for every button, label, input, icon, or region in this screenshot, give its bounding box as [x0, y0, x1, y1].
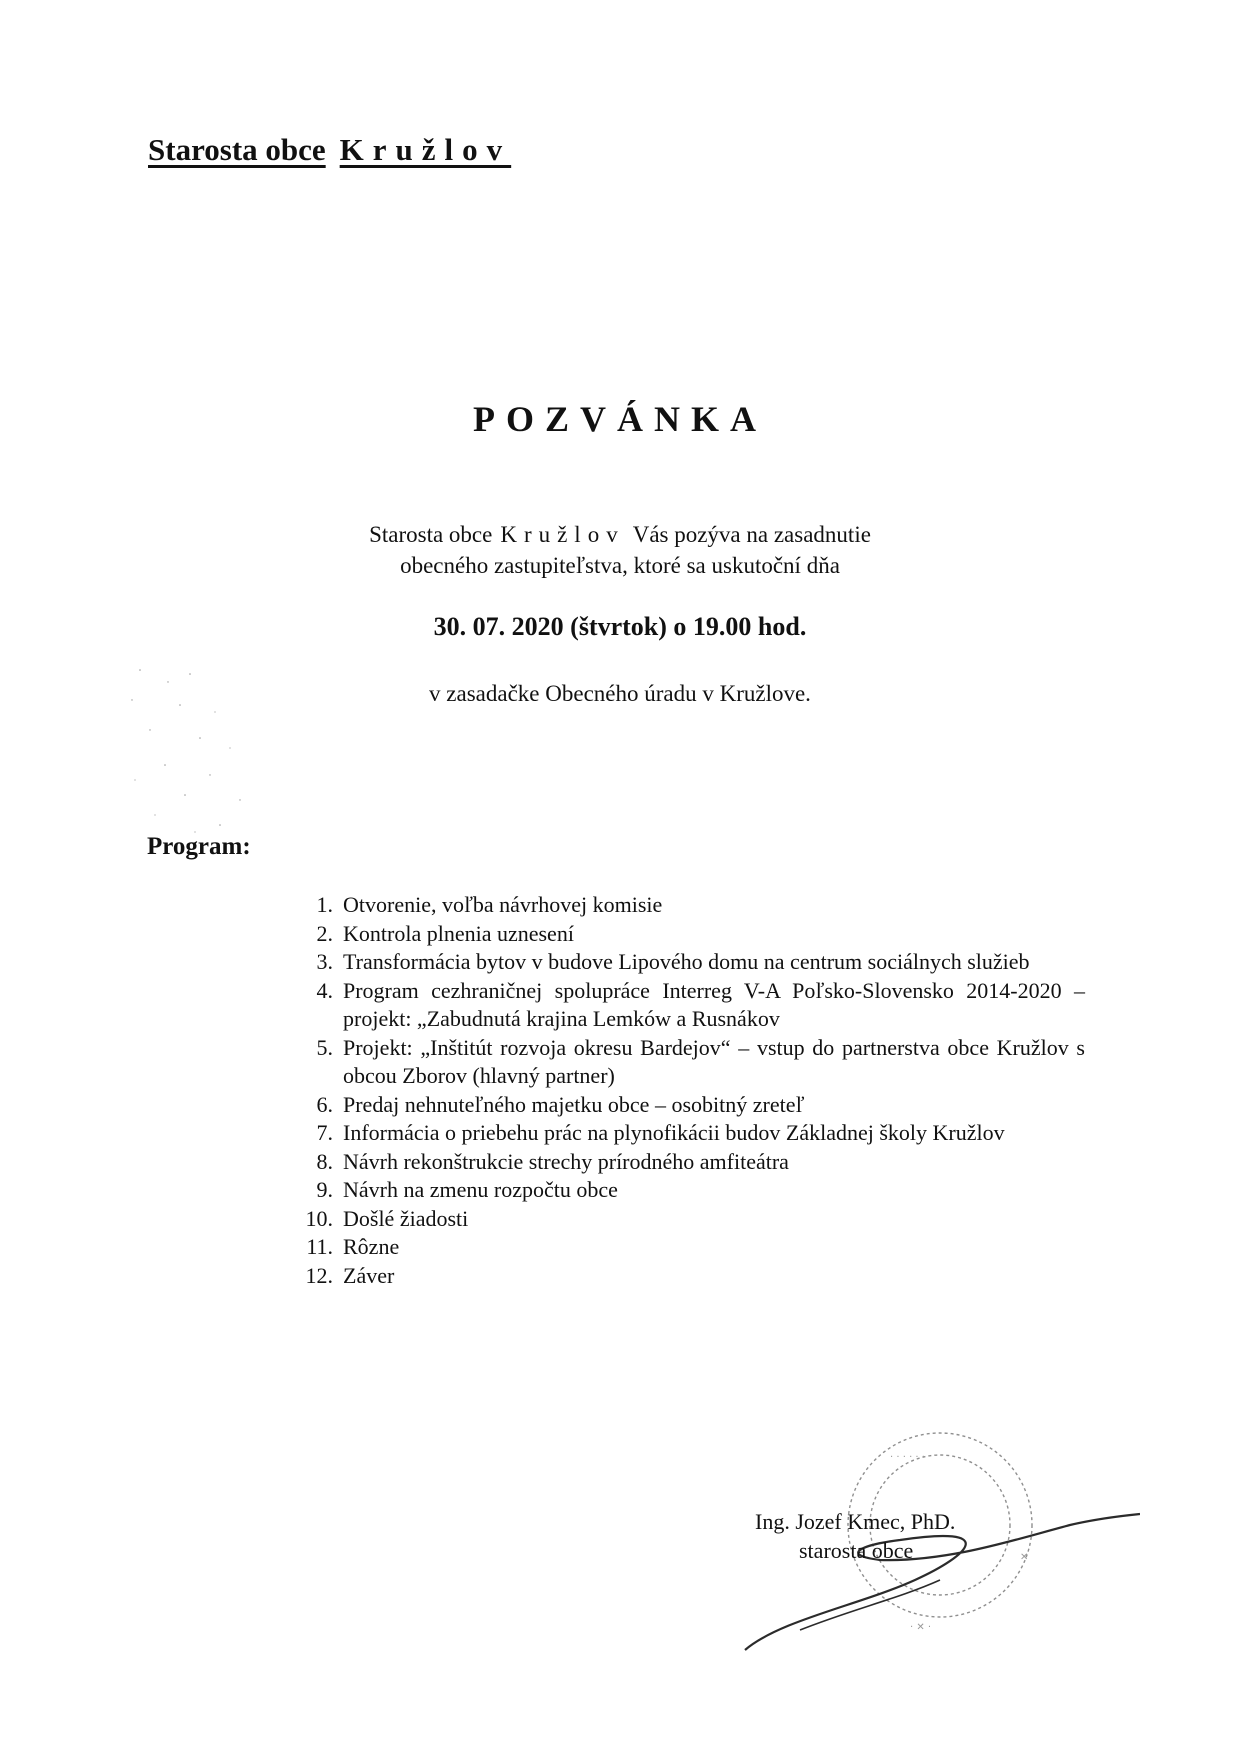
- agenda-item-text: Došlé žiadosti: [343, 1205, 469, 1231]
- svg-text:· · · · · ·: · · · · · ·: [890, 1452, 925, 1463]
- agenda-item: [285, 1148, 1085, 1177]
- agenda-item-number: 10.: [305, 1205, 333, 1231]
- agenda-item: [285, 1205, 1085, 1234]
- agenda-item: [285, 1262, 1085, 1291]
- agenda-item: [285, 977, 1085, 1034]
- program-label: Program:: [147, 833, 251, 860]
- agenda-item-number: 4.: [316, 977, 333, 1003]
- agenda-item: [285, 891, 1085, 920]
- agenda-item-text: Záver: [343, 1262, 395, 1288]
- agenda-item-text: Návrh na zmenu rozpočtu obce: [343, 1177, 618, 1202]
- agenda-item: [285, 1233, 1085, 1262]
- agenda-item-text: Návrh rekonštrukcie strechy prírodného amfiteátra: [343, 1148, 789, 1174]
- agenda-item-number: 9.: [316, 1177, 333, 1202]
- agenda-item: [285, 948, 1085, 977]
- signatory-role: starosta obce: [799, 1538, 914, 1563]
- intro-line-2: obecného zastupiteľstva, ktoré sa uskutoční dňa: [400, 553, 840, 578]
- agenda-item-number: 2.: [316, 920, 333, 946]
- header-village: Kružlov: [339, 132, 512, 167]
- agenda-item-text: Transformácia bytov v budove Lipového domu na centrum sociálnych služieb: [343, 949, 1030, 974]
- signatory-name: Ing. Jozef Kmec, PhD.: [755, 1509, 956, 1534]
- meeting-date: 30. 07. 2020 (štvrtok) o 19.00 hod.: [433, 612, 807, 641]
- intro-village: Kružlov: [500, 522, 625, 547]
- agenda-list: [285, 891, 1085, 1290]
- agenda-item-text: Informácia o priebehu prác na plynofikácii budov Základnej školy Kružlov: [343, 1120, 1005, 1145]
- agenda-item-text: Predaj nehnuteľného majetku obce – osobitný zreteľ: [343, 1091, 805, 1117]
- agenda-item-text: Program cezhraničnej spolupráce Interreg V-A Poľsko-Slovensko 2014-2020 – projekt: „Zabudnutá krajina Lemków a Rusnákov: [343, 977, 1085, 1031]
- agenda-item: [285, 1034, 1085, 1091]
- agenda-item-text: Rôzne: [343, 1234, 400, 1259]
- intro-line-1: [0, 519, 1240, 550]
- svg-text:✕: ✕: [1020, 1552, 1029, 1563]
- invitation-intro: [0, 519, 1240, 581]
- agenda-item-text: Kontrola plnenia uznesení: [343, 920, 574, 946]
- svg-text:· ✕ ·: · ✕ ·: [910, 1622, 932, 1633]
- agenda-item-number: 11.: [306, 1234, 333, 1259]
- header-prefix: Starosta obce: [148, 132, 326, 167]
- agenda-item-text: Projekt: „Inštitút rozvoja okresu Bardejov“ – vstup do partnerstva obce Kružlov s obcou Zborov (hlavný partner): [343, 1034, 1085, 1088]
- agenda-item-number: 8.: [316, 1148, 333, 1174]
- agenda-item-number: 12.: [305, 1262, 333, 1288]
- agenda-item: [285, 1091, 1085, 1120]
- agenda-item-number: 1.: [316, 892, 333, 917]
- document-title: POZVÁNKA: [473, 399, 767, 439]
- meeting-place: v zasadačke Obecného úradu v Kružlove.: [429, 681, 811, 706]
- agenda-item-number: 5.: [316, 1034, 333, 1060]
- intro-text-after: Vás pozýva na zasadnutie: [632, 522, 871, 547]
- header-title: [148, 132, 511, 168]
- agenda-item: [285, 920, 1085, 949]
- agenda-item-number: 7.: [316, 1120, 333, 1145]
- signature-block: [755, 1507, 955, 1565]
- agenda-item: [285, 1176, 1085, 1205]
- agenda-item-number: 3.: [316, 949, 333, 974]
- intro-text-before: Starosta obce: [369, 522, 493, 547]
- agenda-item: [285, 1119, 1085, 1148]
- agenda-item-text: Otvorenie, voľba návrhovej komisie: [343, 892, 663, 917]
- agenda-item-number: 6.: [316, 1091, 333, 1117]
